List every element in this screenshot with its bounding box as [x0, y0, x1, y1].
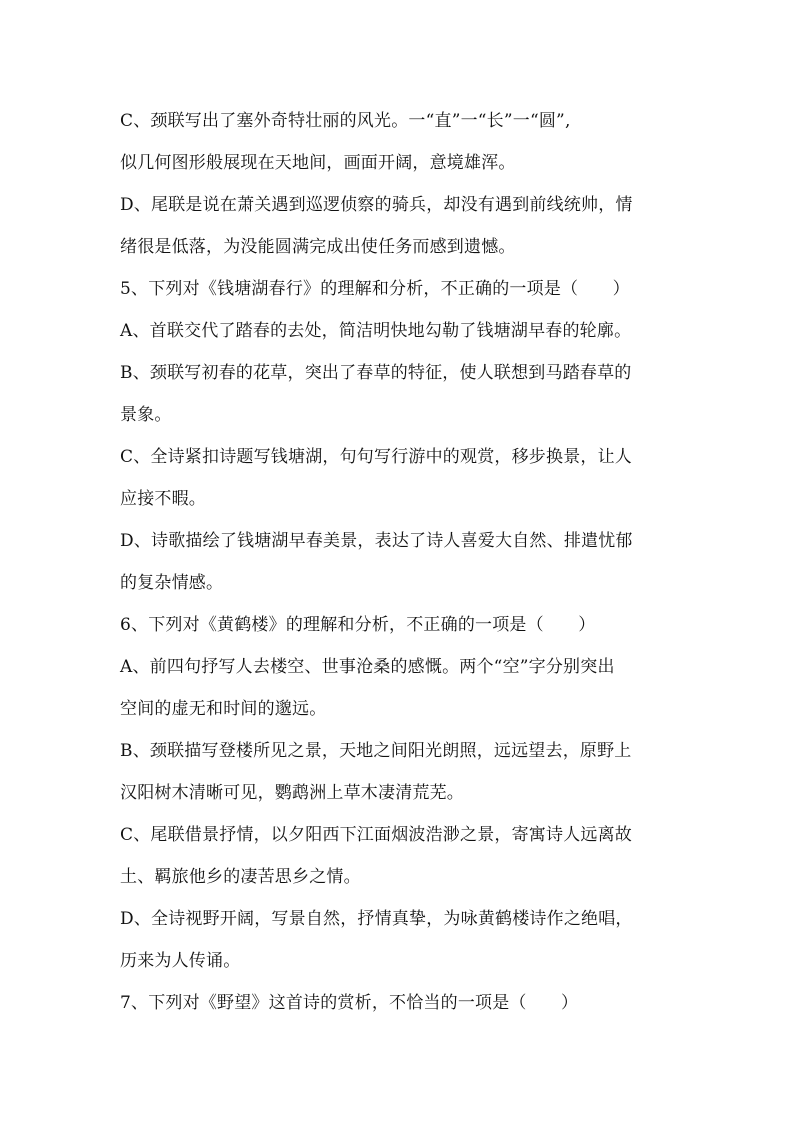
- text-line: 景象。: [120, 405, 172, 425]
- text-line: B、颈联描写登楼所见之景，天地之间阳光朗照，远远望去，原野上: [120, 741, 632, 761]
- text-line: C、颈联写出了塞外奇特壮丽的风光。一“直”一“长”一“圆”,: [120, 111, 571, 131]
- text-line: 空间的虚无和时间的邈远。: [120, 699, 327, 719]
- text-line: 土、羁旅他乡的凄苦思乡之情。: [120, 867, 361, 887]
- text-line: 似几何图形般展现在天地间，画面开阔，意境雄浑。: [120, 153, 516, 173]
- text-line: A、前四句抒写人去楼空、世事沧桑的感慨。两个“空”字分别突出: [120, 657, 615, 677]
- text-line: A、首联交代了踏春的去处，简洁明快地勾勒了钱塘湖早春的轮廓。: [120, 321, 632, 341]
- text-line: B、颈联写初春的花草，突出了春草的特征，使人联想到马踏春草的: [120, 363, 632, 383]
- text-line: C、尾联借景抒情，以夕阳西下江面烟波浩渺之景，寄寓诗人远离故: [120, 825, 633, 845]
- text-line: 历来为人传诵。: [120, 951, 241, 971]
- text-line: 汉阳树木清晰可见，鹦鹉洲上草木凄清荒芜。: [120, 783, 464, 803]
- text-line: 应接不暇。: [120, 489, 206, 509]
- text-line: D、诗歌描绘了钱塘湖早春美景，表达了诗人喜爱大自然、排遣忧郁: [120, 531, 633, 551]
- text-line: D、全诗视野开阔，写景自然，抒情真挚，为咏黄鹤楼诗作之绝唱，: [120, 909, 633, 929]
- text-line: 的复杂情感。: [120, 573, 224, 593]
- question-7-stem: 7、下列对《野望》这首诗的赏析，不恰当的一项是（ ）: [120, 993, 579, 1013]
- text-line: D、尾联是说在萧关遇到巡逻侦察的骑兵，却没有遇到前线统帅，情: [120, 195, 633, 215]
- text-line: C、全诗紧扣诗题写钱塘湖，句句写行游中的观赏，移步换景，让人: [120, 447, 633, 467]
- question-6-stem: 6、下列对《黄鹤楼》的理解和分析，不正确的一项是（ ）: [120, 615, 596, 635]
- text-line: 绪很是低落，为没能圆满完成出使任务而感到遗憾。: [120, 237, 516, 257]
- question-5-stem: 5、下列对《钱塘湖春行》的理解和分析，不正确的一项是（ ）: [120, 279, 630, 299]
- document-body: [120, 100, 680, 1024]
